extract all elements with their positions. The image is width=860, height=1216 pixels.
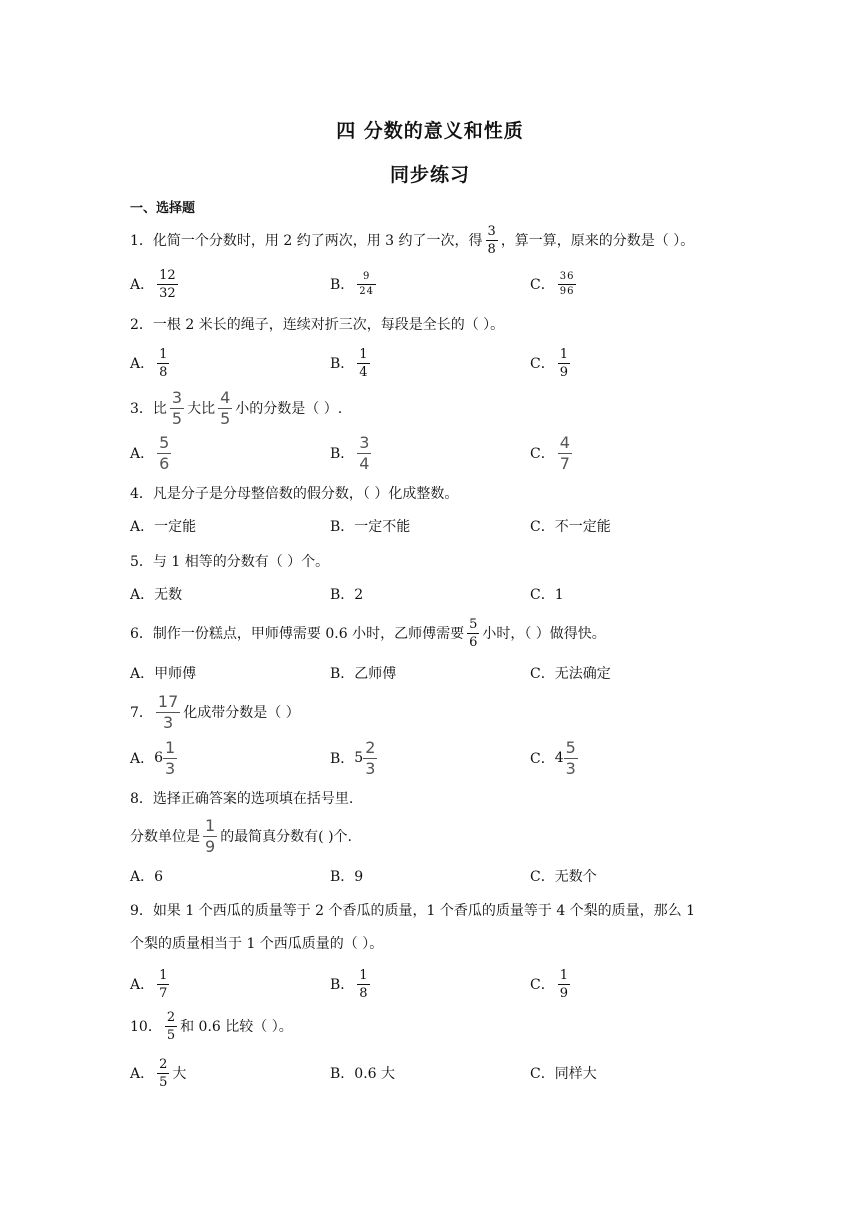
q7-option-b[interactable]: B． 5 $\frac{2}{3}$ bbox=[330, 737, 376, 778]
q8-fraction: $\frac{1}{9}$ bbox=[205, 815, 216, 856]
q10-option-c[interactable]: C．同样大 bbox=[530, 1066, 597, 1082]
q2-option-a[interactable]: A． $\frac{1}{8}$ bbox=[130, 346, 168, 380]
q7-option-a-fraction: $\frac{1}{3}$ bbox=[165, 737, 176, 778]
q9-option-c[interactable]: C． $\frac{1}{9}$ bbox=[530, 967, 568, 1001]
q3-option-c-fraction: $\frac{4}{7}$ bbox=[559, 432, 570, 473]
question-8-line2: 分数单位是 $\frac{1}{9}$ 的最简真分数有( )个. bbox=[130, 815, 353, 856]
q8-option-c[interactable]: C．无数个 bbox=[530, 869, 597, 885]
q10-option-b[interactable]: B．0.6 大 bbox=[330, 1066, 396, 1082]
q8-option-a[interactable]: A．6 bbox=[130, 869, 164, 885]
q7-option-b-fraction: $\frac{2}{3}$ bbox=[365, 737, 376, 778]
question-2: 2．一根 2 米长的绳子，连续对折三次，每段是全长的（ ）。 bbox=[130, 317, 505, 333]
page-subtitle: 同步练习 bbox=[389, 164, 470, 186]
q5-option-b[interactable]: B．2 bbox=[330, 587, 364, 603]
q9-option-c-fraction: $\frac{1}{9}$ bbox=[559, 967, 568, 1001]
q1-option-a-fraction: $\frac{12}{32}$ bbox=[159, 267, 176, 301]
q4-option-c[interactable]: C．不一定能 bbox=[530, 519, 611, 535]
question-4: 4．凡是分子是分母整倍数的假分数，（ ）化成整数。 bbox=[130, 486, 459, 502]
q3-fraction-1: $\frac{3}{5}$ bbox=[171, 387, 183, 428]
q3-option-b-fraction: $\frac{3}{4}$ bbox=[359, 432, 370, 473]
q9-option-a[interactable]: A． $\frac{1}{7}$ bbox=[130, 967, 168, 1001]
q9-option-a-fraction: $\frac{1}{7}$ bbox=[159, 967, 168, 1001]
q1-text-b: ，算一算，原来的分数是（ ）。 bbox=[500, 233, 695, 249]
q8-option-b[interactable]: B．9 bbox=[330, 869, 364, 885]
q3-option-a-fraction: $\frac{5}{6}$ bbox=[159, 432, 170, 473]
q3-option-b[interactable]: B． $\frac{3}{4}$ bbox=[330, 432, 370, 473]
q9-option-b[interactable]: B． $\frac{1}{8}$ bbox=[330, 967, 368, 1001]
question-5: 5．与 1 相等的分数有（ ）个。 bbox=[130, 554, 330, 570]
q2-option-c-fraction: $\frac{1}{9}$ bbox=[559, 346, 568, 380]
question-9: 9．如果 1 个西瓜的质量等于 2 个香瓜的质量，1 个香瓜的质量等于 4 个梨的质量，那么 1 bbox=[130, 903, 696, 919]
q1-option-c-fraction: $\frac{36}{96}$ bbox=[559, 270, 575, 297]
question-10: 10． $\frac{2}{5}$ 和 0.6 比较（ ）。 bbox=[130, 1009, 293, 1043]
q2-option-a-fraction: $\frac{1}{8}$ bbox=[159, 346, 168, 380]
q5-option-c[interactable]: C．1 bbox=[530, 587, 564, 603]
q2-option-b-fraction: $\frac{1}{4}$ bbox=[359, 346, 368, 380]
question-6: 6．制作一份糕点，甲师傅需要 0.6 小时，乙师傅需要 $\frac{5}{6}$ 小时，（ ）做得快。 bbox=[130, 616, 606, 650]
q3-option-c[interactable]: C． $\frac{4}{7}$ bbox=[530, 432, 570, 473]
question-9-line2: 个梨的质量相当于 1 个西瓜质量的（ ）。 bbox=[130, 936, 384, 952]
q6-option-b[interactable]: B．乙师傅 bbox=[330, 666, 397, 682]
q4-option-a[interactable]: A．一定能 bbox=[130, 519, 197, 535]
section-heading: 一、选择题 bbox=[130, 200, 196, 216]
q4-option-b[interactable]: B．一定不能 bbox=[330, 519, 411, 535]
q7-option-a[interactable]: A． 6 $\frac{1}{3}$ bbox=[130, 737, 176, 778]
question-8: 8．选择正确答案的选项填在括号里. bbox=[130, 791, 354, 807]
q6-option-a[interactable]: A．甲师傅 bbox=[130, 666, 197, 682]
q3-option-a[interactable]: A． $\frac{5}{6}$ bbox=[130, 432, 170, 473]
q10-option-a-fraction: $\frac{2}{5}$ bbox=[159, 1056, 168, 1090]
q5-option-a[interactable]: A．无数 bbox=[130, 587, 183, 603]
q7-option-c[interactable]: C． 4 $\frac{5}{3}$ bbox=[530, 737, 576, 778]
q3-fraction-2: $\frac{4}{5}$ bbox=[220, 387, 231, 428]
q6-fraction: $\frac{5}{6}$ bbox=[469, 616, 478, 650]
question-1 bbox=[130, 220, 694, 260]
q1-option-c[interactable]: C． $\frac{36}{96}$ bbox=[530, 270, 575, 297]
q1-option-a[interactable]: A． $\frac{12}{32}$ bbox=[130, 267, 176, 301]
q6-option-c[interactable]: C．无法确定 bbox=[530, 666, 611, 682]
q2-option-b[interactable]: B． $\frac{1}{4}$ bbox=[330, 346, 368, 380]
q9-option-b-fraction: $\frac{1}{8}$ bbox=[359, 967, 368, 1001]
question-3: 3．比 $\frac{3}{5}$ 大比 $\frac{4}{5}$ 小的分数是（ ）. bbox=[130, 387, 343, 428]
q1-text-a: 1．化简一个分数时，用 2 约了两次，用 3 约了一次，得 bbox=[130, 233, 483, 249]
q1-option-b[interactable]: B． $\frac{9}{24}$ bbox=[330, 270, 375, 297]
q7-fraction: $\frac{17}{3}$ bbox=[157, 691, 179, 732]
q10-fraction: $\frac{2}{5}$ bbox=[166, 1009, 176, 1043]
page-title: 四 分数的意义和性质 bbox=[336, 120, 524, 142]
q1-option-b-fraction: $\frac{9}{24}$ bbox=[359, 270, 375, 297]
q7-option-c-fraction: $\frac{5}{3}$ bbox=[565, 737, 576, 778]
q10-option-a[interactable]: A． $\frac{2}{5}$ 大 bbox=[130, 1056, 187, 1090]
q2-option-c[interactable]: C． $\frac{1}{9}$ bbox=[530, 346, 568, 380]
question-7: 7． $\frac{17}{3}$ 化成带分数是（ ） bbox=[130, 691, 300, 732]
q1-fraction: $\frac{3}{8}$ bbox=[487, 223, 496, 257]
